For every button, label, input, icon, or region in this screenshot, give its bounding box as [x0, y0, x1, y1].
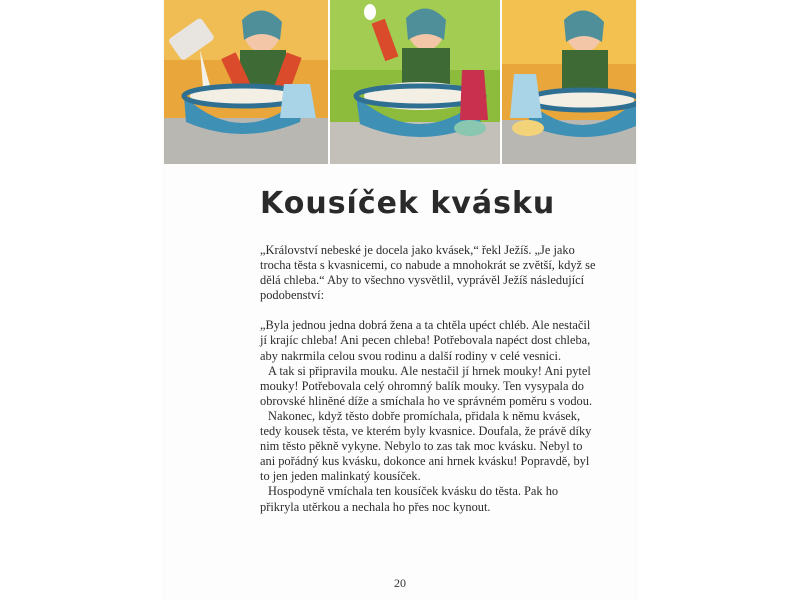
- illustration-panel-2: [330, 0, 500, 164]
- paragraph-2: A tak si připravila mouku. Ale nestačil jí hrnek mouky! Ani pytel mouky! Potřebovala celý ohromný balík mouky. Ten vysypala do obrovské hliněné díže a smíchala ho ve správném poměru s vodou.: [260, 363, 593, 408]
- illustration-panel-1: [164, 0, 328, 164]
- paragraph-3: Nakonec, když těsto dobře promíchala, přidala k němu kvásek, tedy kousek těsta, ve kterém byly kvasnice. Doufala, že právě díky nim těsto pěkně vykyne. Nebylo to zas tak moc kvásku. Nebyl to ani pořádný kus kvásku, dokonce ani hrnek kvásku! Popravdě, byl to jen jeden malinkatý kousíček.: [260, 408, 592, 484]
- page-number: 20: [394, 576, 406, 590]
- illustration-strip: [164, 0, 636, 164]
- book-page: [164, 0, 636, 600]
- story-title: Kousíček kvásku: [260, 186, 556, 221]
- story-text: [260, 243, 598, 515]
- paragraph-4: Hospodyně vmíchala ten kousíček kvásku do těsta. Pak ho přikryla utěrkou a nechala ho přes noc kynout.: [260, 484, 559, 514]
- illustration-panel-3: [502, 0, 636, 164]
- paragraph-intro: „Království nebeské je docela jako kvásek,“ řekl Ježíš. „Je jako trocha těsta s kvasnicemi, co nabude a mnohokrát se zvětší, když se dělá chleba.“ Aby to všechno vysvětlil, vyprávěl Ježíš následující podobenství:: [260, 243, 596, 303]
- paragraph-1: „Byla jednou jedna dobrá žena a ta chtěla upéct chléb. Ale nestačil jí krajíc chleba! Ani pecen chleba! Potřebovala napéct dost chleba, aby nakrmila celou svou rodinu a další rodiny v celé vesnici.: [260, 318, 591, 363]
